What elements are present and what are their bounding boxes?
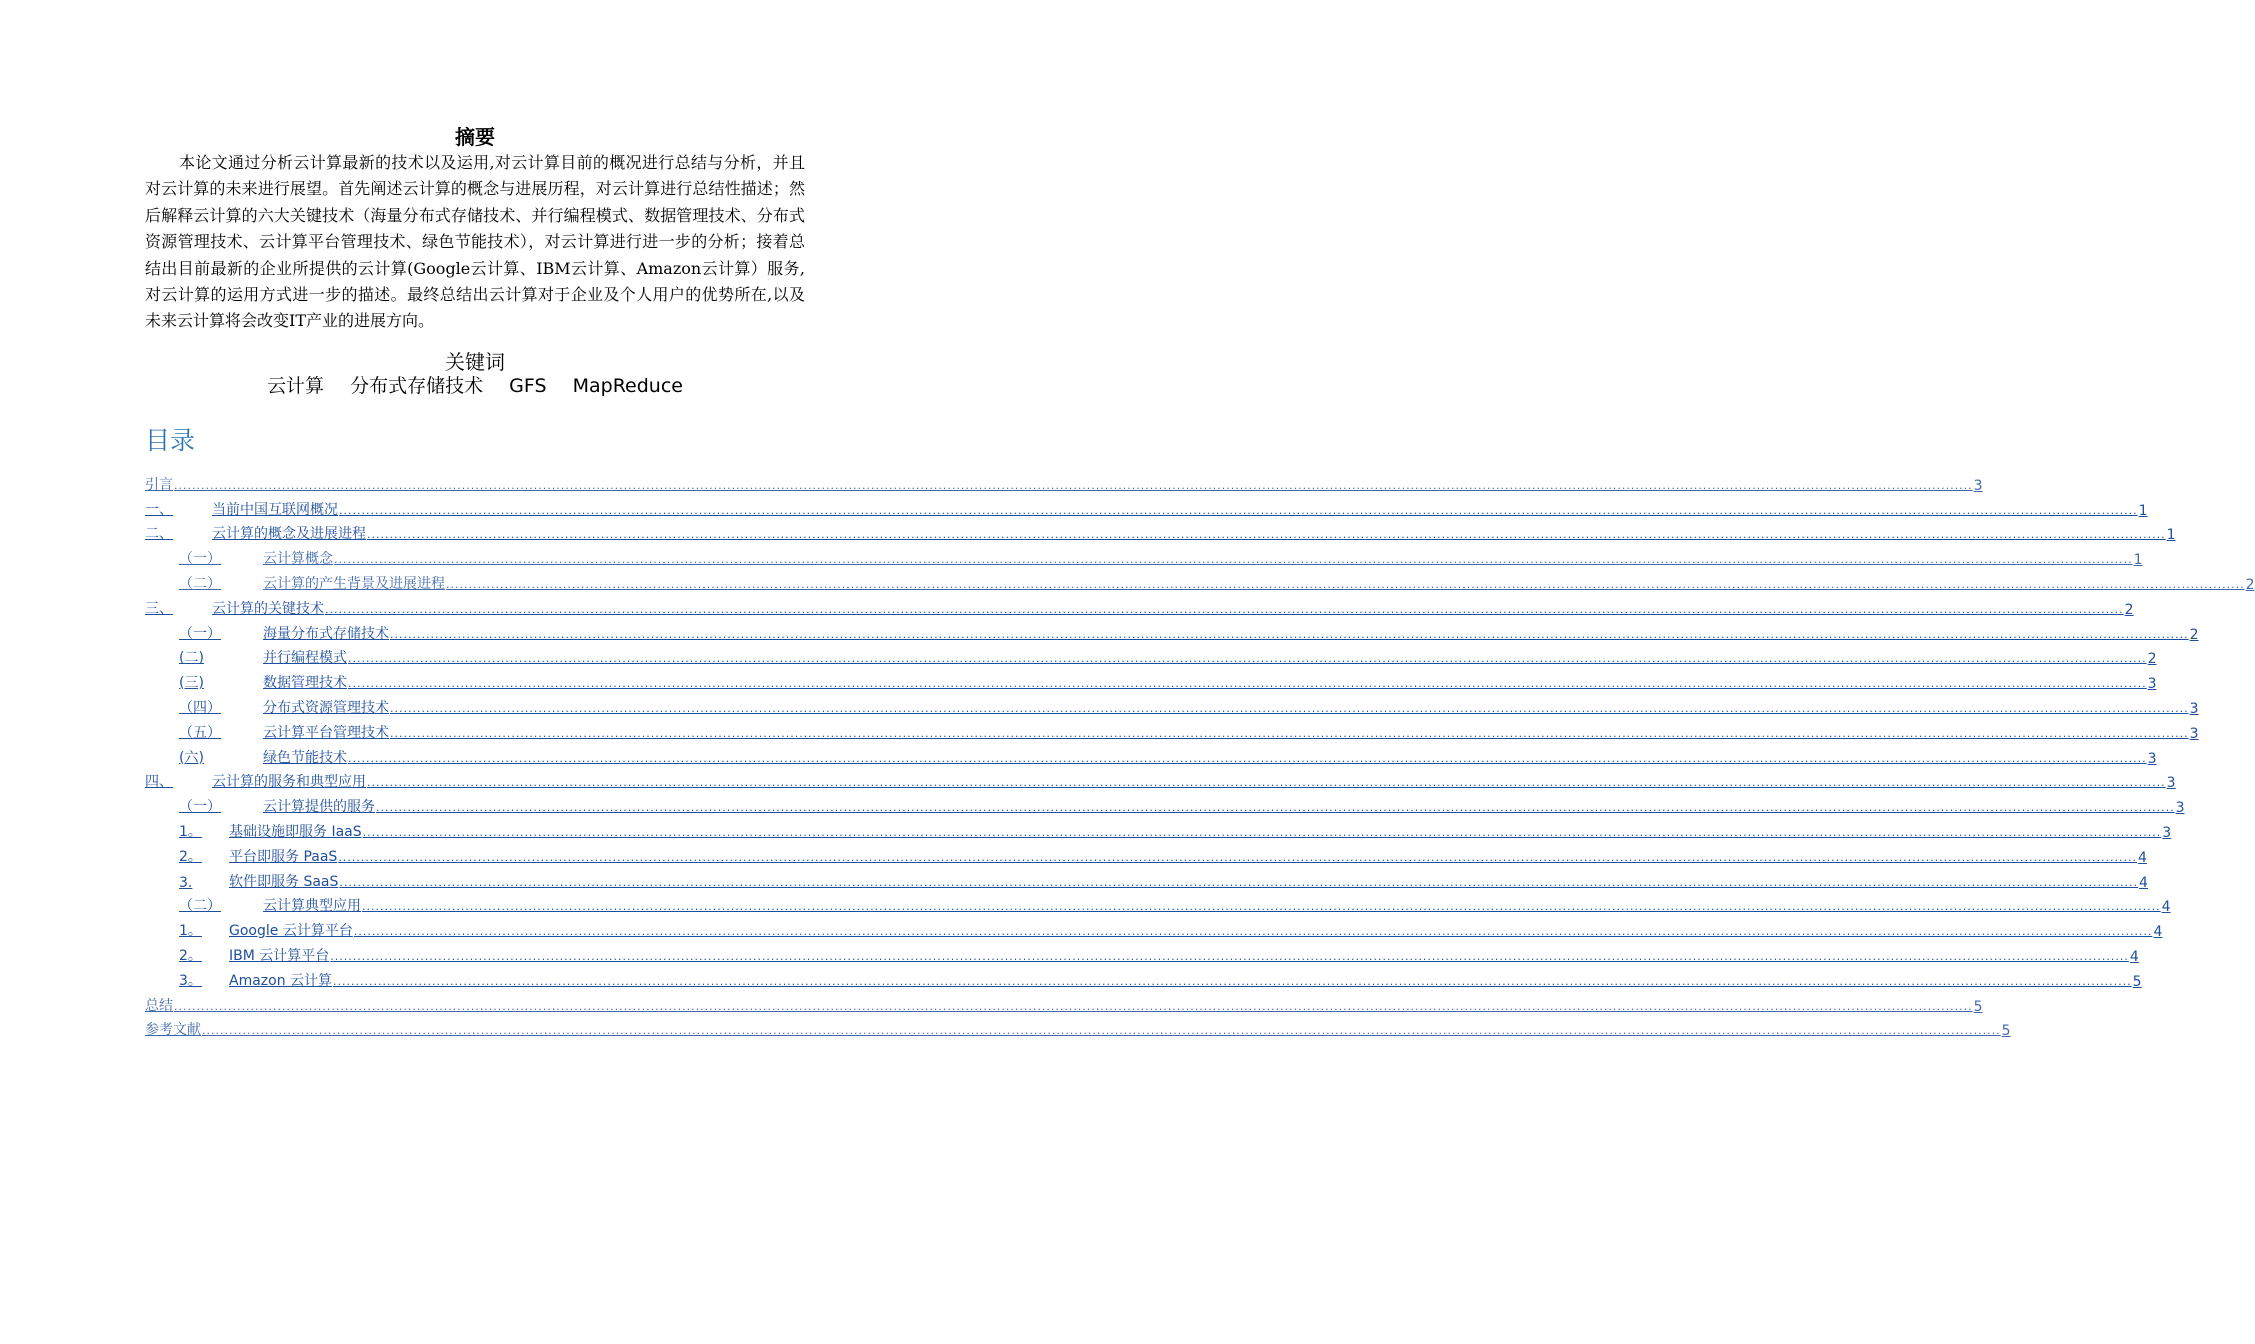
toc-entry-introduction[interactable] xyxy=(145,469,1983,494)
toc-entry-number: (六) xyxy=(179,749,204,766)
toc-entry-page: 3 xyxy=(1973,477,1983,494)
toc-entry-number: 1。 xyxy=(179,823,202,840)
toc-entry-page: 4 xyxy=(2153,924,2163,941)
toc-entry-text: IBM 云计算平台 xyxy=(229,947,330,964)
toc-entry-section-4-2-1[interactable] xyxy=(145,915,2163,941)
toc-entry-page: 2 xyxy=(2245,576,2255,593)
toc-entry-page: 2 xyxy=(2147,651,2157,668)
toc-leader-dots: ................................................................................................................................................................................................................................................................................................................................................................................................................ xyxy=(330,949,2129,963)
keyword: 分布式存储技术 xyxy=(350,375,484,397)
toc-entry-number: 3。 xyxy=(179,972,202,989)
toc-leader-dots: ................................................................................................................................................................................................................................................................................................................................................................................................................ xyxy=(348,652,2147,666)
toc-entry-number: （一） xyxy=(179,799,221,816)
toc-leader-dots: ................................................................................................................................................................................................................................................................................................................................................................................................................ xyxy=(390,726,2189,740)
toc-entry-section-3-4[interactable] xyxy=(145,692,2199,717)
toc-title: 目录 xyxy=(145,426,196,455)
toc-entry-number: 四、 xyxy=(145,774,173,791)
toc-entry-section-4-1-3[interactable] xyxy=(145,866,2148,891)
toc-entry-number: 2。 xyxy=(179,848,202,865)
toc-entry-summary[interactable] xyxy=(145,990,1983,1015)
toc-entry-text: 绿色节能技术 xyxy=(263,749,347,766)
toc-entry-text: 云计算的服务和典型应用 xyxy=(212,774,366,791)
toc-entry-text: 分布式资源管理技术 xyxy=(263,699,389,716)
toc-entry-section-3[interactable] xyxy=(145,593,2134,618)
toc-leader-dots: ................................................................................................................................................................................................................................................................................................................................................................................................................ xyxy=(446,577,2245,591)
toc-leader-dots: ................................................................................................................................................................................................................................................................................................................................................................................................................ xyxy=(362,900,2161,914)
toc-entry-number: （二） xyxy=(179,898,221,915)
toc-entry-section-3-3[interactable] xyxy=(145,667,2157,693)
toc-entry-section-2-1[interactable] xyxy=(145,543,2143,569)
toc-entry-number: 3. xyxy=(179,874,193,891)
toc-entry-text: 数据管理技术 xyxy=(263,675,347,692)
toc-entry-number: （二） xyxy=(179,575,221,592)
toc-leader-dots: ................................................................................................................................................................................................................................................................................................................................................................................................................ xyxy=(325,602,2124,616)
toc-entry-number: （五） xyxy=(179,724,221,741)
toc-leader-dots: ................................................................................................................................................................................................................................................................................................................................................................................................................ xyxy=(334,553,2133,567)
toc-entry-text: 参考文献 xyxy=(145,1022,201,1039)
toc-entry-text: Amazon 云计算 xyxy=(229,972,333,989)
toc-leader-dots: ................................................................................................................................................................................................................................................................................................................................................................................................................ xyxy=(339,875,2139,889)
toc-entry-number: (二) xyxy=(179,650,204,667)
toc-entry-text: 云计算的产生背景及进展进程 xyxy=(263,575,445,592)
toc-entry-number: 二、 xyxy=(145,526,173,543)
toc-entry-page: 4 xyxy=(2137,849,2147,866)
toc-entry-text: 云计算的关键技术 xyxy=(212,600,324,617)
toc-leader-dots: ................................................................................................................................................................................................................................................................................................................................................................................................................ xyxy=(174,478,1973,492)
toc-entry-page: 3 xyxy=(2166,775,2176,792)
toc-entry-page: 4 xyxy=(2139,874,2148,891)
toc-entry-page: 4 xyxy=(2161,899,2171,916)
toc-entry-page: 3 xyxy=(2175,800,2185,817)
toc-entry-section-4-1-1[interactable] xyxy=(145,816,2172,841)
toc-entry-section-3-6[interactable] xyxy=(145,742,2157,767)
toc-entry-text: 云计算提供的服务 xyxy=(263,799,375,816)
keywords-list xyxy=(0,374,950,398)
toc-entry-section-2[interactable] xyxy=(145,519,2176,544)
toc-entry-section-4-2[interactable] xyxy=(145,891,2171,916)
toc-entry-page: 3 xyxy=(2189,725,2199,742)
toc-entry-section-4-2-2[interactable] xyxy=(145,940,2139,965)
keywords-title: 关键词 xyxy=(445,350,505,374)
toc-entry-section-1[interactable] xyxy=(145,494,2148,519)
toc-entry-section-3-1[interactable] xyxy=(145,618,2199,643)
toc-entry-page: 3 xyxy=(2189,700,2199,717)
toc-entry-text: 云计算的概念及进展进程 xyxy=(212,526,366,543)
table-of-contents xyxy=(145,469,2255,1040)
toc-entry-text: 引言 xyxy=(145,476,173,493)
abstract-title: 摘要 xyxy=(455,125,495,149)
toc-leader-dots: ................................................................................................................................................................................................................................................................................................................................................................................................................ xyxy=(174,999,1973,1013)
toc-leader-dots: ................................................................................................................................................................................................................................................................................................................................................................................................................ xyxy=(390,627,2189,641)
toc-entry-page: 1 xyxy=(2133,552,2143,569)
toc-entry-page: 2 xyxy=(2189,626,2199,643)
toc-leader-dots: ................................................................................................................................................................................................................................................................................................................................................................................................................ xyxy=(376,801,2175,815)
toc-leader-dots: ................................................................................................................................................................................................................................................................................................................................................................................................................ xyxy=(353,925,2153,939)
toc-entry-text: 基础设施即服务 IaaS xyxy=(229,823,362,840)
toc-entry-text: 云计算概念 xyxy=(263,551,333,568)
toc-entry-section-3-2[interactable] xyxy=(145,643,2157,668)
keyword: GFS xyxy=(509,375,547,397)
toc-entry-section-4[interactable] xyxy=(145,767,2176,792)
toc-entry-text: Google 云计算平台 xyxy=(229,923,353,940)
toc-entry-text: 云计算典型应用 xyxy=(263,898,361,915)
toc-entry-section-3-5[interactable] xyxy=(145,717,2199,742)
toc-entry-section-4-2-3[interactable] xyxy=(145,965,2142,990)
toc-leader-dots: ................................................................................................................................................................................................................................................................................................................................................................................................................ xyxy=(348,677,2147,691)
toc-entry-number: (三) xyxy=(179,675,204,692)
toc-entry-references[interactable] xyxy=(145,1015,2011,1040)
toc-leader-dots: ................................................................................................................................................................................................................................................................................................................................................................................................................ xyxy=(333,974,2132,988)
toc-entry-page: 5 xyxy=(2001,1023,2011,1040)
toc-entry-number: （四） xyxy=(179,699,221,716)
toc-leader-dots: ................................................................................................................................................................................................................................................................................................................................................................................................................ xyxy=(339,503,2138,517)
toc-leader-dots: ................................................................................................................................................................................................................................................................................................................................................................................................................ xyxy=(338,850,2137,864)
toc-entry-text: 云计算平台管理技术 xyxy=(263,724,389,741)
abstract-body: 本论文通过分析云计算最新的技术以及运用,对云计算目前的概况进行总结与分析，并且对云计算的未来进行展望。首先阐述云计算的概念与进展历程，对云计算进行总结性描述；然后解释云计算的六大关键技术（海量分布式存储技术、并行编程模式、数据管理技术、分布式资源管理技术、云计算平台管理技术、绿色节能技术），对云计算进行进一步的分析；接着总结出目前最新的企业所提供的云计算(Google云计算、IBM云计算、Amazon云计算）服务,对云计算的运用方式进一步的描述。最终总结出云计算对于企业及个人用户的优势所在,以及未来云计算将会改变IT产业的进展方向。 xyxy=(145,153,805,331)
toc-entry-section-4-1[interactable] xyxy=(145,791,2185,817)
toc-entry-number: （一） xyxy=(179,625,221,642)
toc-entry-page: 3 xyxy=(2147,750,2157,767)
toc-entry-section-4-1-2[interactable] xyxy=(145,841,2147,866)
toc-entry-page: 4 xyxy=(2129,948,2139,965)
toc-leader-dots: ................................................................................................................................................................................................................................................................................................................................................................................................................ xyxy=(202,1024,2001,1038)
toc-entry-text: 总结 xyxy=(145,997,173,1014)
toc-entry-number: 三、 xyxy=(145,600,173,617)
toc-leader-dots: ................................................................................................................................................................................................................................................................................................................................................................................................................ xyxy=(362,825,2162,839)
toc-leader-dots: ................................................................................................................................................................................................................................................................................................................................................................................................................ xyxy=(390,701,2189,715)
toc-entry-number: 一、 xyxy=(145,501,173,518)
toc-entry-page: 5 xyxy=(2132,973,2142,990)
toc-entry-page: 1 xyxy=(2138,502,2148,519)
toc-entry-section-2-2[interactable] xyxy=(145,568,2255,593)
toc-entry-page: 5 xyxy=(1973,998,1983,1015)
toc-entry-page: 3 xyxy=(2147,676,2157,693)
keyword: MapReduce xyxy=(572,375,683,397)
toc-entry-number: 2。 xyxy=(179,947,202,964)
toc-leader-dots: ................................................................................................................................................................................................................................................................................................................................................................................................................ xyxy=(348,751,2147,765)
toc-leader-dots: ................................................................................................................................................................................................................................................................................................................................................................................................................ xyxy=(367,528,2166,542)
toc-entry-text: 海量分布式存储技术 xyxy=(263,625,389,642)
keyword: 云计算 xyxy=(267,375,325,397)
toc-leader-dots: ................................................................................................................................................................................................................................................................................................................................................................................................................ xyxy=(367,776,2166,790)
toc-entry-text: 并行编程模式 xyxy=(263,650,347,667)
toc-entry-number: 1。 xyxy=(179,923,202,940)
toc-entry-text: 平台即服务 PaaS xyxy=(229,848,338,865)
toc-entry-text: 软件即服务 SaaS xyxy=(229,873,339,890)
toc-entry-page: 3 xyxy=(2162,824,2172,841)
toc-entry-page: 1 xyxy=(2166,527,2176,544)
toc-entry-page: 2 xyxy=(2124,601,2134,618)
toc-entry-text: 当前中国互联网概况 xyxy=(212,501,338,518)
toc-entry-number: （一） xyxy=(179,551,221,568)
